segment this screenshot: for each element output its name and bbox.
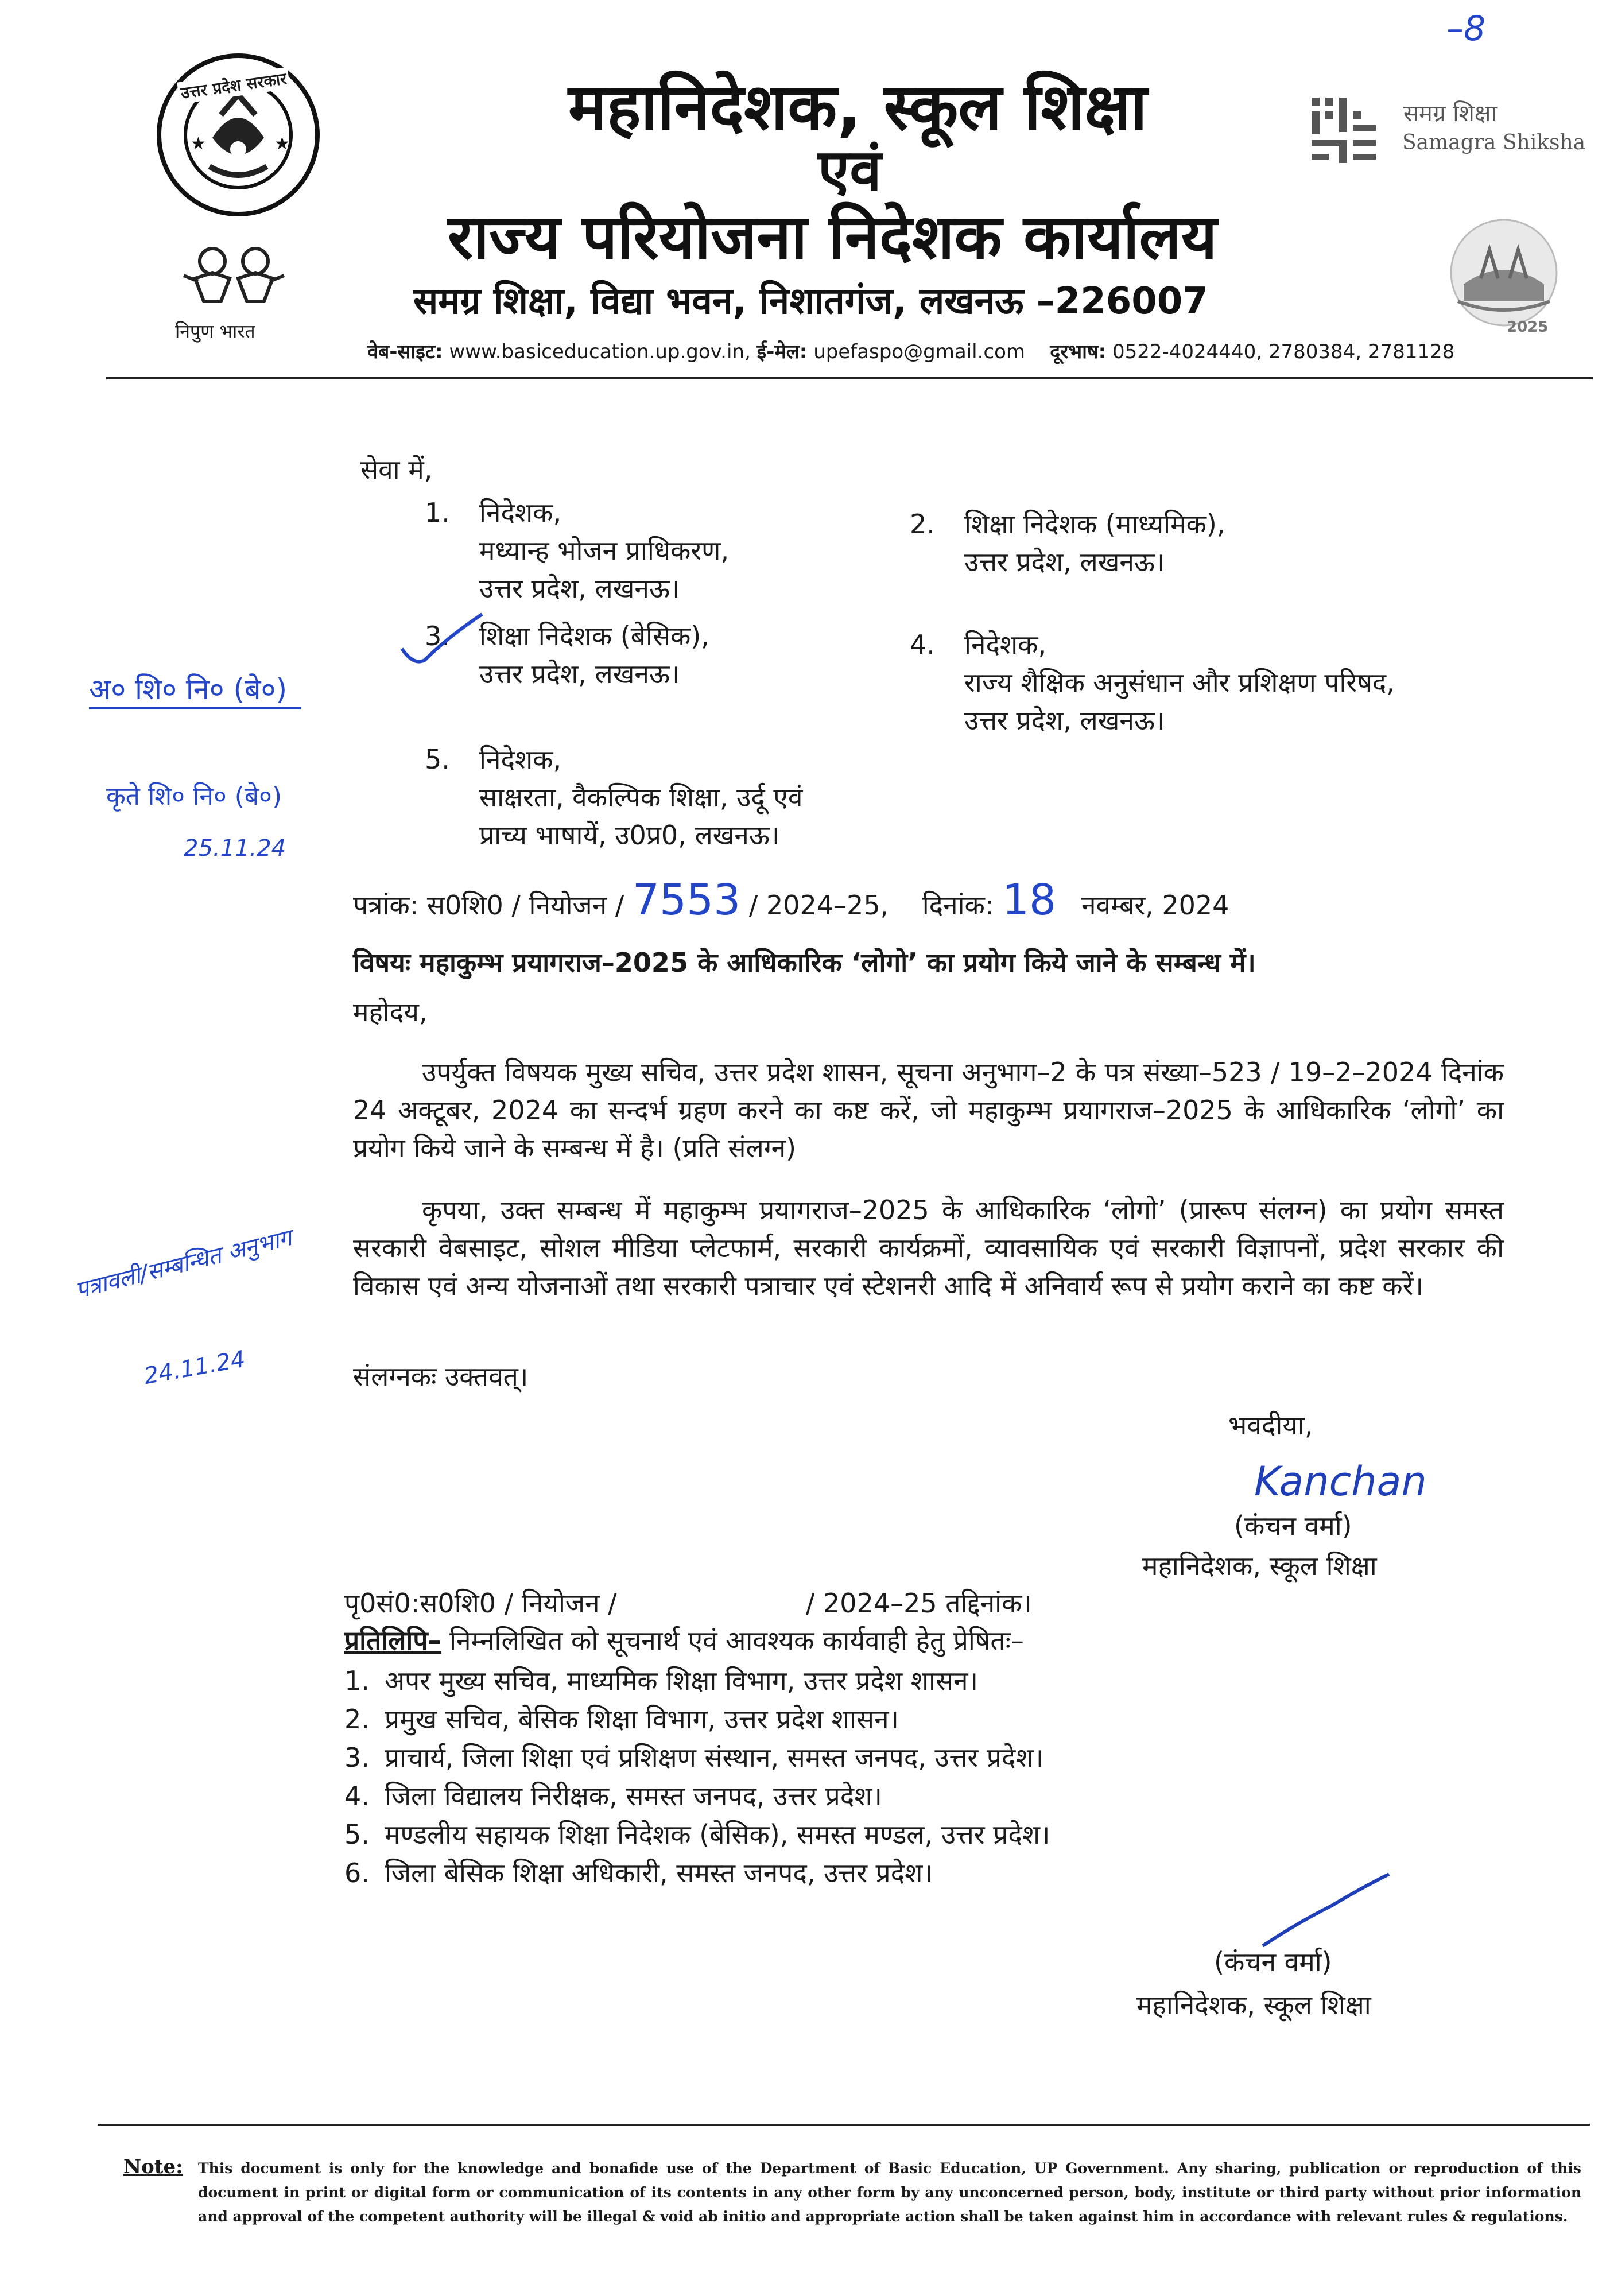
addressee-line: शिक्षा निदेशक (बेसिक), (479, 620, 709, 651)
office-title-line2: एवं (818, 137, 882, 204)
addressee-5 (425, 740, 802, 854)
mahakumbh-emblem-icon (1446, 215, 1561, 330)
copy-ref-prefix: पृ0सं0:स0शि0 / नियोजन / (344, 1588, 617, 1619)
children-logo-icon (172, 244, 298, 307)
copy-list-item: 1. अपर मुख्य सचिव, माध्यमिक शिक्षा विभाग, उत्तर प्रदेश शासन। (344, 1665, 979, 1696)
copy-list-item: 5. मण्डलीय सहायक शिक्षा निदेशक (बेसिक), समस्त मण्डल, उत्तर प्रदेश। (344, 1819, 1050, 1850)
addressee-line: राज्य शैक्षिक अनुसंधान और प्रशिक्षण परिषद, (964, 667, 1395, 698)
phone-number: 0522-4024440, 2780384, 2781128 (1112, 340, 1455, 363)
handwritten-signature-1: Kanchan (1254, 1458, 1427, 1505)
margin-note-3-date: 24.11.24 (142, 1345, 247, 1390)
svg-text:★: ★ (191, 134, 206, 154)
website-link[interactable]: www.basiceducation.up.gov.in, (449, 340, 751, 363)
copy-heading (344, 1622, 1024, 1659)
copy-ref-tail: / 2024–25 तद्दिनांक। (805, 1588, 1032, 1619)
handwritten-signature-2-icon (1251, 1871, 1400, 1952)
contact-line (367, 338, 1454, 364)
margin-note-3: पत्रावली/सम्बन्धित अनुभाग (72, 1224, 294, 1304)
phone-label: दूरभाष: (1050, 340, 1107, 363)
office-title-line1: महानिदेशक, स्कूल शिक्षा (568, 70, 1147, 145)
date-day: 18 (1002, 875, 1057, 925)
nipun-bharat-label: निपुण भारत (175, 320, 255, 342)
body-paragraph-1: उपर्युक्त विषयक मुख्य सचिव, उत्तर प्रदेश शासन, सूचना अनुभाग–2 के पत्र संख्या–523 / 19–2–2024 दिनांक 24 अक्टूबर, 2024 का सन्दर्भ ग्रहण करने का कष्ट करें, जो महाकुम्भ प्रयागराज–2025 के आधिकारिक ‘लोगो’ का प्रयोग किये जाने के सम्बन्ध में है। (प्रति संलग्न) (353, 1057, 1504, 1163)
addressee-number: 3. (425, 620, 450, 651)
enclosure: संलग्नकः उक्तवत्। (353, 1361, 529, 1392)
office-address: समग्र शिक्षा, विद्या भवन, निशातगंज, लखनऊ –226007 (413, 280, 1208, 323)
top-handwritten-mark: –8 (1446, 9, 1486, 49)
addressee-number: 2. (910, 509, 935, 540)
addressee-4-row (910, 626, 1395, 664)
reference-number: 7553 (632, 875, 741, 925)
addressee-1-row (425, 494, 729, 532)
margin-note-2: कृते शि० नि० (बे०) (106, 782, 282, 811)
letter-subject: विषयः महाकुम्भ प्रयागराज–2025 के आधिकारिक ‘लोगो’ का प्रयोग किये जाने के सम्बन्ध में। (353, 947, 1256, 978)
samagra-english-text: Samagra Shiksha (1402, 131, 1586, 154)
mahakumbh-year: 2025 (1507, 319, 1549, 336)
addressee-intro: सेवा में, (360, 454, 433, 485)
body-paragraph-2: कृपया, उक्त सम्बन्ध में महाकुम्भ प्रयागराज–2025 के आधिकारिक ‘लोगो’ (प्रारूप संलग्न) का प्रयोग समस्त सरकारी वेबसाइट, सोशल मीडिया प्लेटफार्म, सरकारी कार्यक्रमों, व्यावसायिक एवं सरकारी विज्ञापनों, प्रदेश सरकार की विकास एवं अन्य योजनाओं तथा सरकारी पत्राचार एवं स्टेशनरी आदि में अनिवार्य रूप से प्रयोग कराने का कष्ट करें। (353, 1194, 1504, 1301)
addressee-line: उत्तर प्रदेश, लखनऊ। (479, 573, 680, 604)
email-label: ई-मेल: (756, 340, 808, 363)
copy-list-item: 6. जिला बेसिक शिक्षा अधिकारी, समस्त जनपद, उत्तर प्रदेश। (344, 1857, 933, 1888)
handwritten-tick-icon (396, 608, 488, 672)
margin-note-1: अ० शि० नि० (बे०) (89, 673, 288, 706)
addressee-1 (425, 494, 729, 607)
samagra-shiksha-logo (1300, 86, 1586, 172)
up-government-seal (155, 52, 321, 218)
copy-reference (344, 1584, 1032, 1622)
addressee-line: शिक्षा निदेशक (माध्यमिक), (964, 509, 1225, 540)
date-month-year: नवम्बर, 2024 (1081, 890, 1229, 921)
footer-text: This document is only for the knowledge and bonafide use of the Department of Basic Education, UP Government. Any sharing, publication or reproduction of this document in print or digital form or communication of its contents in any other form by any unconcerned person, body, institute or third party without prior information and approval of the competent authority will be illegal & void ab initio and appropriate action shall be taken against him in accordance with relevant rules & regulations. (198, 2160, 1581, 2225)
addressee-4 (910, 626, 1395, 739)
signatory-designation-2: महानिदेशक, स्कूल शिक्षा (1136, 1989, 1371, 2020)
letter-reference (353, 875, 1229, 925)
samagra-hindi-text: समग्र शिक्षा (1403, 100, 1497, 127)
svg-text:★: ★ (274, 134, 290, 154)
addressee-line: निदेशक, (479, 744, 562, 775)
closing: भवदीया, (1228, 1410, 1313, 1441)
seal-text: उत्तर प्रदेश सरकार (177, 67, 290, 104)
addressee-line: निदेशक, (964, 629, 1047, 660)
nipun-bharat-logo (172, 244, 298, 330)
addressee-2-row (910, 505, 1225, 543)
date-label: दिनांक: (922, 890, 994, 921)
copy-list-item: 4. जिला विद्यालय निरीक्षक, समस्त जनपद, उत्तर प्रदेश। (344, 1781, 882, 1812)
copy-heading-bold: प्रतिलिपि– (344, 1625, 441, 1656)
addressee-line: उत्तर प्रदेश, लखनऊ। (964, 546, 1165, 577)
office-title-line3: राज्य परियोजना निदेशक कार्यालय (448, 201, 1217, 273)
signatory-name-2: (कंचन वर्मा) (1214, 1946, 1332, 1977)
copy-list (344, 1662, 1050, 1892)
margin-note-1-underline (89, 707, 301, 709)
signatory-name-1: (कंचन वर्मा) (1234, 1510, 1352, 1541)
samagra-grid-icon (1300, 86, 1386, 172)
header-divider (106, 377, 1593, 379)
copy-list-item: 3. प्राचार्य, जिला शिक्षा एवं प्रशिक्षण संस्थान, समस्त जनपद, उत्तर प्रदेश। (344, 1742, 1044, 1773)
salutation: महोदय, (353, 996, 428, 1027)
margin-note-2-date: 25.11.24 (184, 835, 286, 862)
reference-year: / 2024–25, (748, 890, 889, 921)
addressee-2 (910, 505, 1225, 581)
addressee-line: प्राच्य भाषायें, उ0प्र0, लखनऊ। (479, 820, 780, 851)
email-link[interactable]: upefaspo@gmail.com (813, 340, 1026, 363)
addressee-number: 5. (425, 744, 450, 775)
mahakumbh-logo (1446, 215, 1561, 353)
website-label: वेब-साइट: (367, 340, 443, 363)
copy-heading-text: निम्नलिखित को सूचनार्थ एवं आवश्यक कार्यवाही हेतु प्रेषितः– (441, 1625, 1024, 1656)
addressee-line: निदेशक, (479, 497, 562, 528)
addressee-line: मध्यान्ह भोजन प्राधिकरण, (479, 535, 730, 566)
addressee-number: 1. (425, 497, 450, 528)
copy-list-item: 2. प्रमुख सचिव, बेसिक शिक्षा विभाग, उत्तर प्रदेश शासन। (344, 1704, 899, 1735)
addressee-number: 4. (910, 629, 935, 660)
addressee-line: उत्तर प्रदेश, लखनऊ। (964, 705, 1165, 736)
footer-divider (98, 2124, 1590, 2126)
addressee-line: उत्तर प्रदेश, लखनऊ। (479, 658, 680, 689)
addressee-line: साक्षरता, वैकल्पिक शिक्षा, उर्दू एवं (479, 782, 803, 813)
addressee-5-row (425, 740, 802, 778)
reference-prefix: पत्रांक: स0शि0 / नियोजन / (353, 890, 624, 921)
signatory-designation-1: महानिदेशक, स्कूल शिक्षा (1142, 1550, 1377, 1581)
footer-label: Note: (123, 2155, 183, 2178)
